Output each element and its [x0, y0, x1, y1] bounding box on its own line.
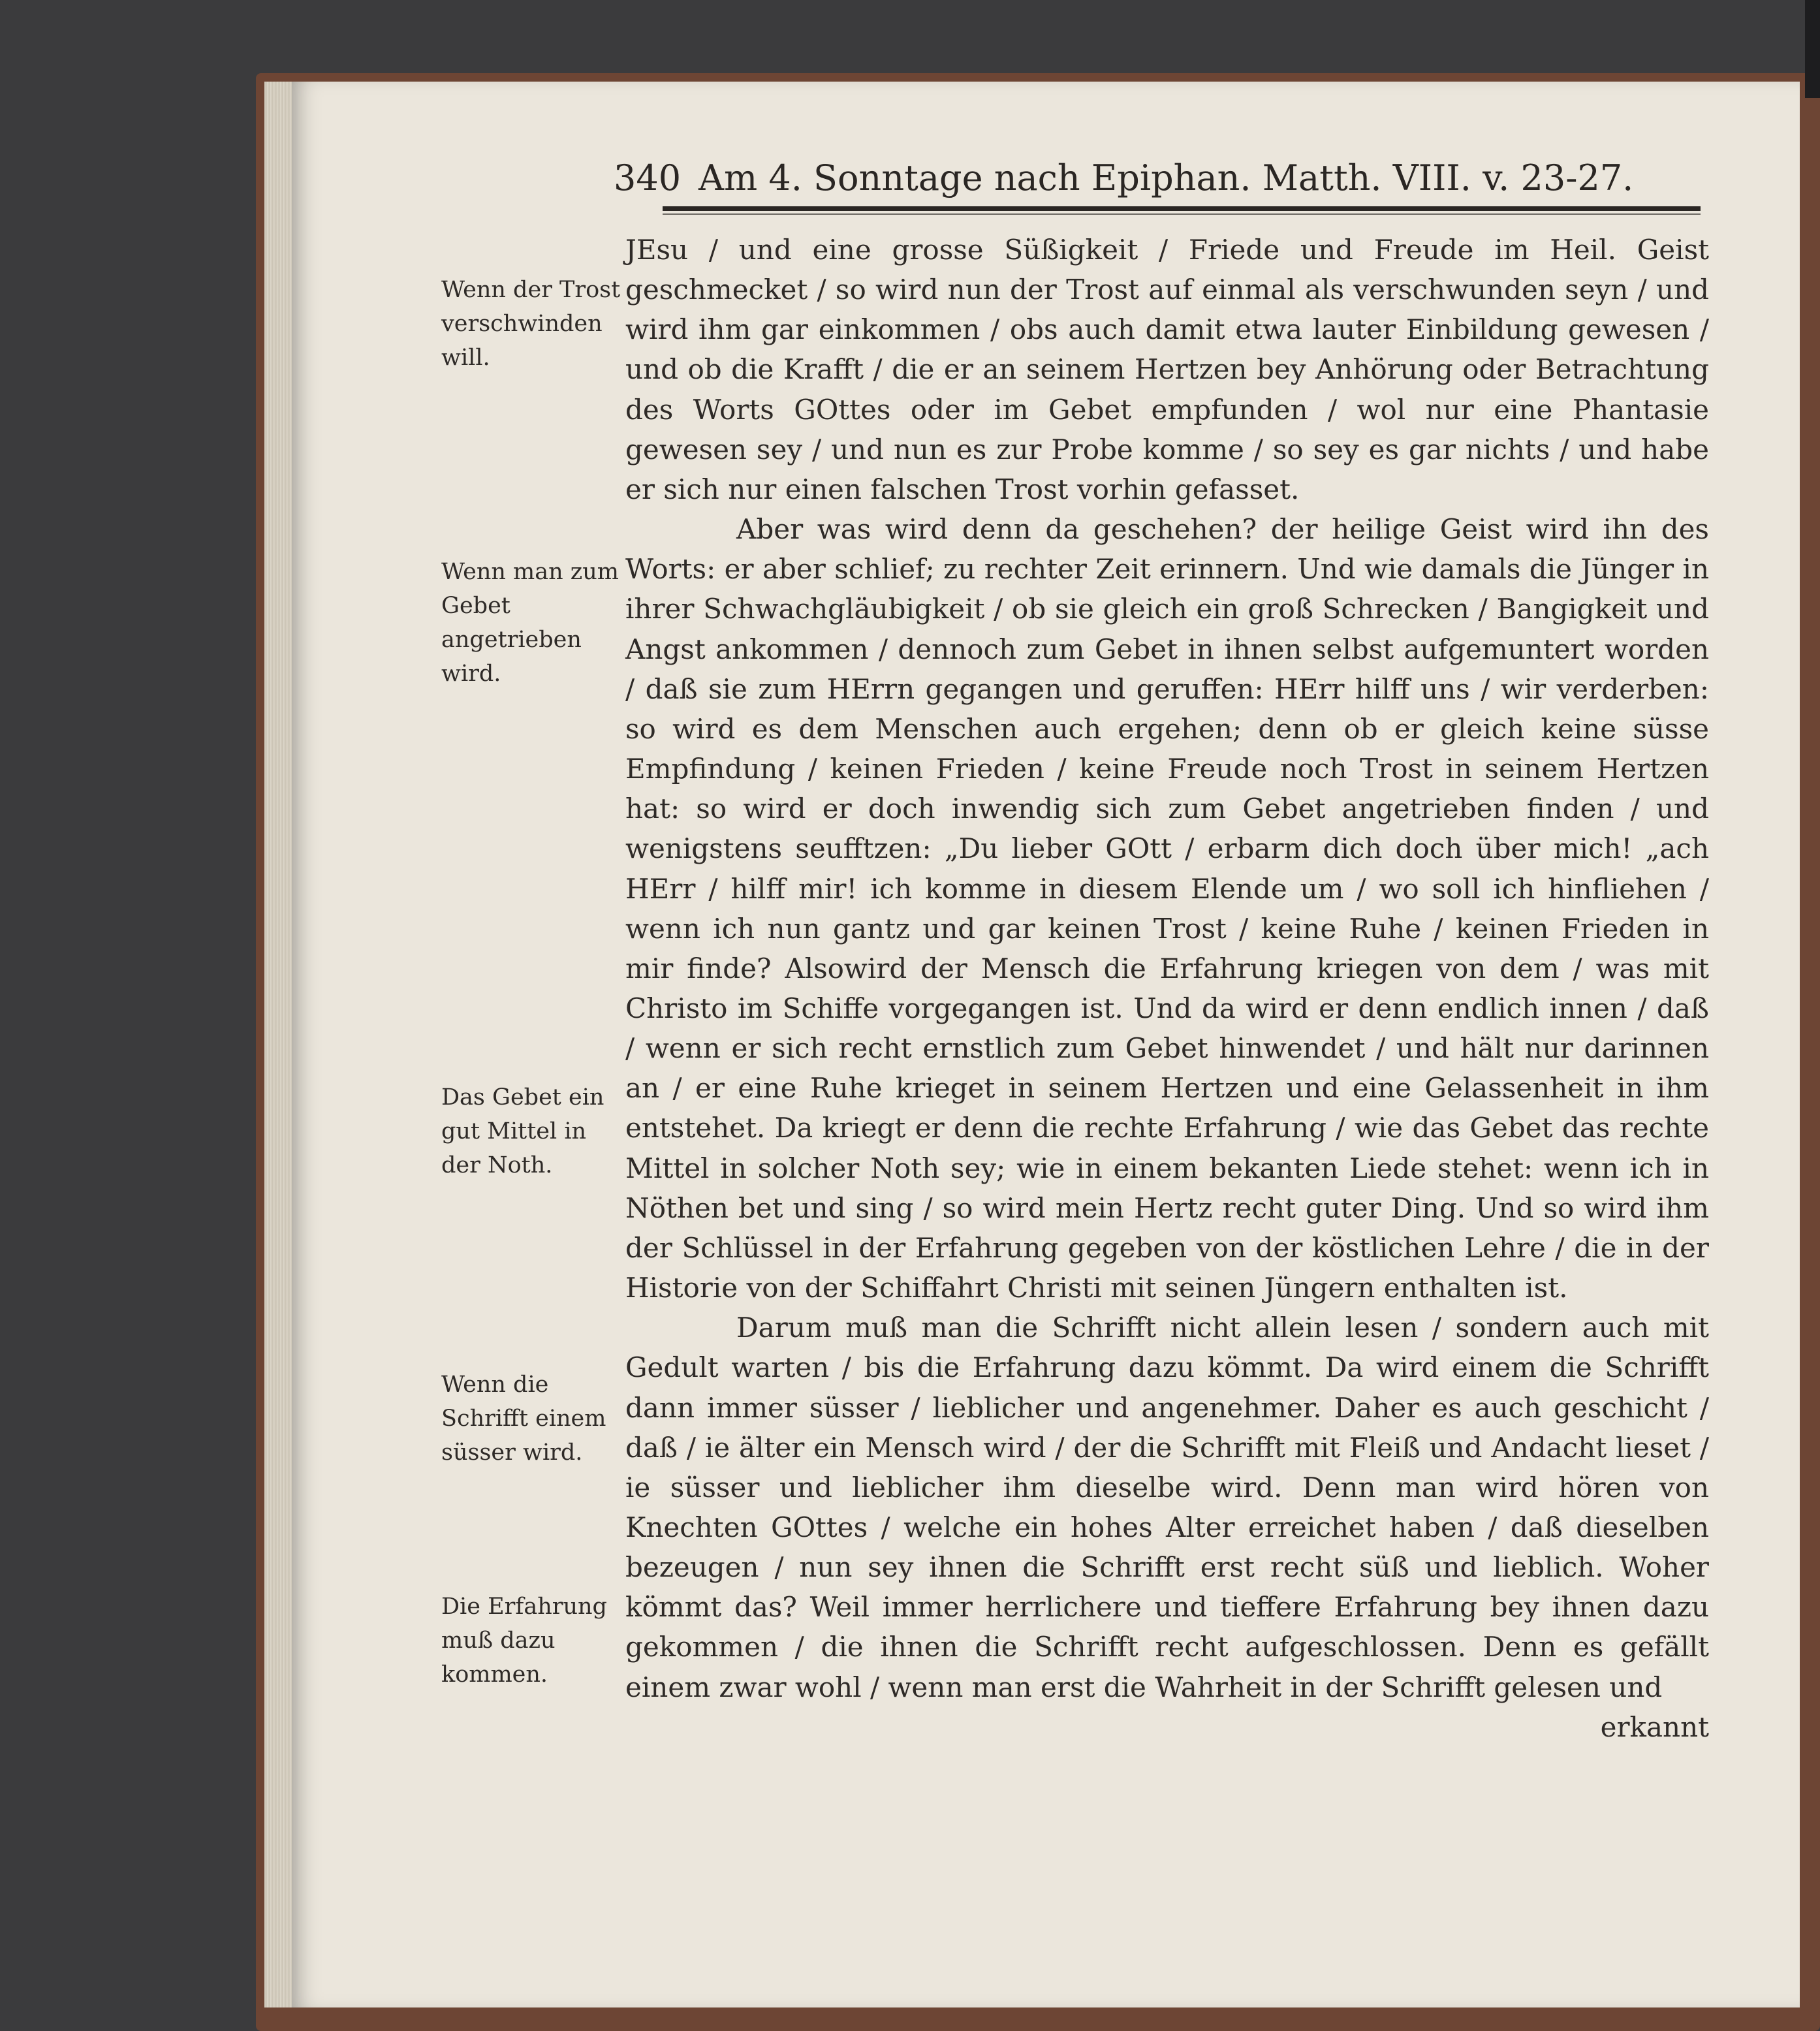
margin-note: Wenn der Trost verschwinden will.: [441, 277, 621, 371]
paragraph: Darum muß man die Schrifft nicht allein lesen / sondern auch mit Gedult warten / bis die Erfahrung dazu kömmt. Da wird einem die Schrifft dann immer süsser / lieblicher und angenehmer. Daher es auch geschicht / daß / ie älter ein Mensch wird / der die Schrifft mit Fleiß und Andacht lieset / ie süsser und lieblicher ihm dieselbe wird. Denn man wird hören von Knechten GOttes / welche ein hohes Alter erreichet haben / daß dieselben bezeugen / nun sey ihnen die Schrifft erst recht süß und lieblich. Woher kömmt das? Weil immer herrlichere und tieffere Erfahrung bey ihnen dazu gekommen / die ihnen die Schrifft recht aufgeschlossen. Denn es gefällt einem zwar wohl / wenn man erst die Wahrheit in der Schrifft gelesen und: [625, 1312, 1709, 1703]
header-rule-thin: [663, 213, 1701, 215]
page-number: 340: [614, 157, 682, 198]
catchword: erkannt: [1600, 1710, 1709, 1743]
margin-note: Wenn man zum Gebet angetrieben wird.: [441, 559, 619, 687]
paragraph: Aber was wird denn da geschehen? der heilige Geist wird ihn des Worts: er aber schlief; zu rechter Zeit erinnern. Und wie damals die Jünger in ihrer Schwachgläubigkeit / ob sie gleich ein groß Schrecken / Bangigkeit und Angst ankommen / dennoch zum Gebet in ihnen selbst aufgemuntert worden / daß sie zum HErrn gegangen und geruffen: HErr hilff uns / wir verderben: so wird es dem Menschen auch ergehen; denn ob er gleich keine süsse Empfindung / keinen Frieden / keine Freude noch Trost in seinem Hertzen hat: so wird er doch inwendig sich zum Gebet angetrieben finden / und wenigstens seufftzen: „Du lieber GOtt / erbarm dich doch über mich! „ach HErr / hilff mir! ich komme in diesem Elende um / wo soll ich hinfliehen / wenn ich nun gantz und gar keinen Trost / keine Ruhe / keinen Frieden in mir finde? Alsowird der Mensch die Erfahrung kriegen von dem / was mit Christo im Schiffe vorgegangen ist. Und da wird er denn endlich innen / daß / wenn er sich recht ernstlich zum Gebet hinwendet / und hält nur darinnen an / er eine Ruhe krieget in seinem Hertzen und eine Gelassenheit in ihm entstehet. Da kriegt er denn die rechte Erfahrung / wie das Gebet das rechte Mittel in solcher Noth sey; wie in einem bekanten Liede stehet: wenn ich in Nöthen bet und sing / so wird mein Hertz recht guter Ding. Und so wird ihm der Schlüssel in der Erfahrung gegeben von der köstlichen Lehre / die in der Historie von der Schiffahrt Christi mit seinen Jüngern enthalten ist.: [625, 513, 1709, 1304]
running-header: [614, 155, 1704, 202]
margin-note: Die Erfahrung muß dazu kommen.: [441, 1594, 607, 1688]
margin-note: Das Gebet ein gut Mittel in der Noth.: [441, 1084, 604, 1178]
paragraph: JEsu / und eine grosse Süßigkeit / Friede und Freude im Heil. Geist geschmecket / so wird nun der Trost auf einmal als verschwunden seyn / und wird ihm gar einkommen / obs auch damit etwa lauter Einbildung gewesen / und ob die Krafft / die er an seinem Hertzen bey Anhörung oder Betrachtung des Worts GOttes oder im Gebet empfunden / wol nur eine Phantasie gewesen sey / und nun es zur Probe komme / so sey es gar nichts / und habe er sich nur einen falschen Trost vorhin gefasset.: [625, 234, 1709, 505]
margin-note: Wenn die Schrifft einem süsser wird.: [441, 1372, 606, 1466]
main-text: [625, 230, 1709, 1747]
header-rule: [663, 206, 1701, 211]
running-title: Am 4. Sonntage nach Epiphan. Matth. VIII. v. 23-27.: [698, 157, 1634, 198]
clamp: [1805, 0, 1820, 98]
page-edges: [264, 82, 292, 2007]
